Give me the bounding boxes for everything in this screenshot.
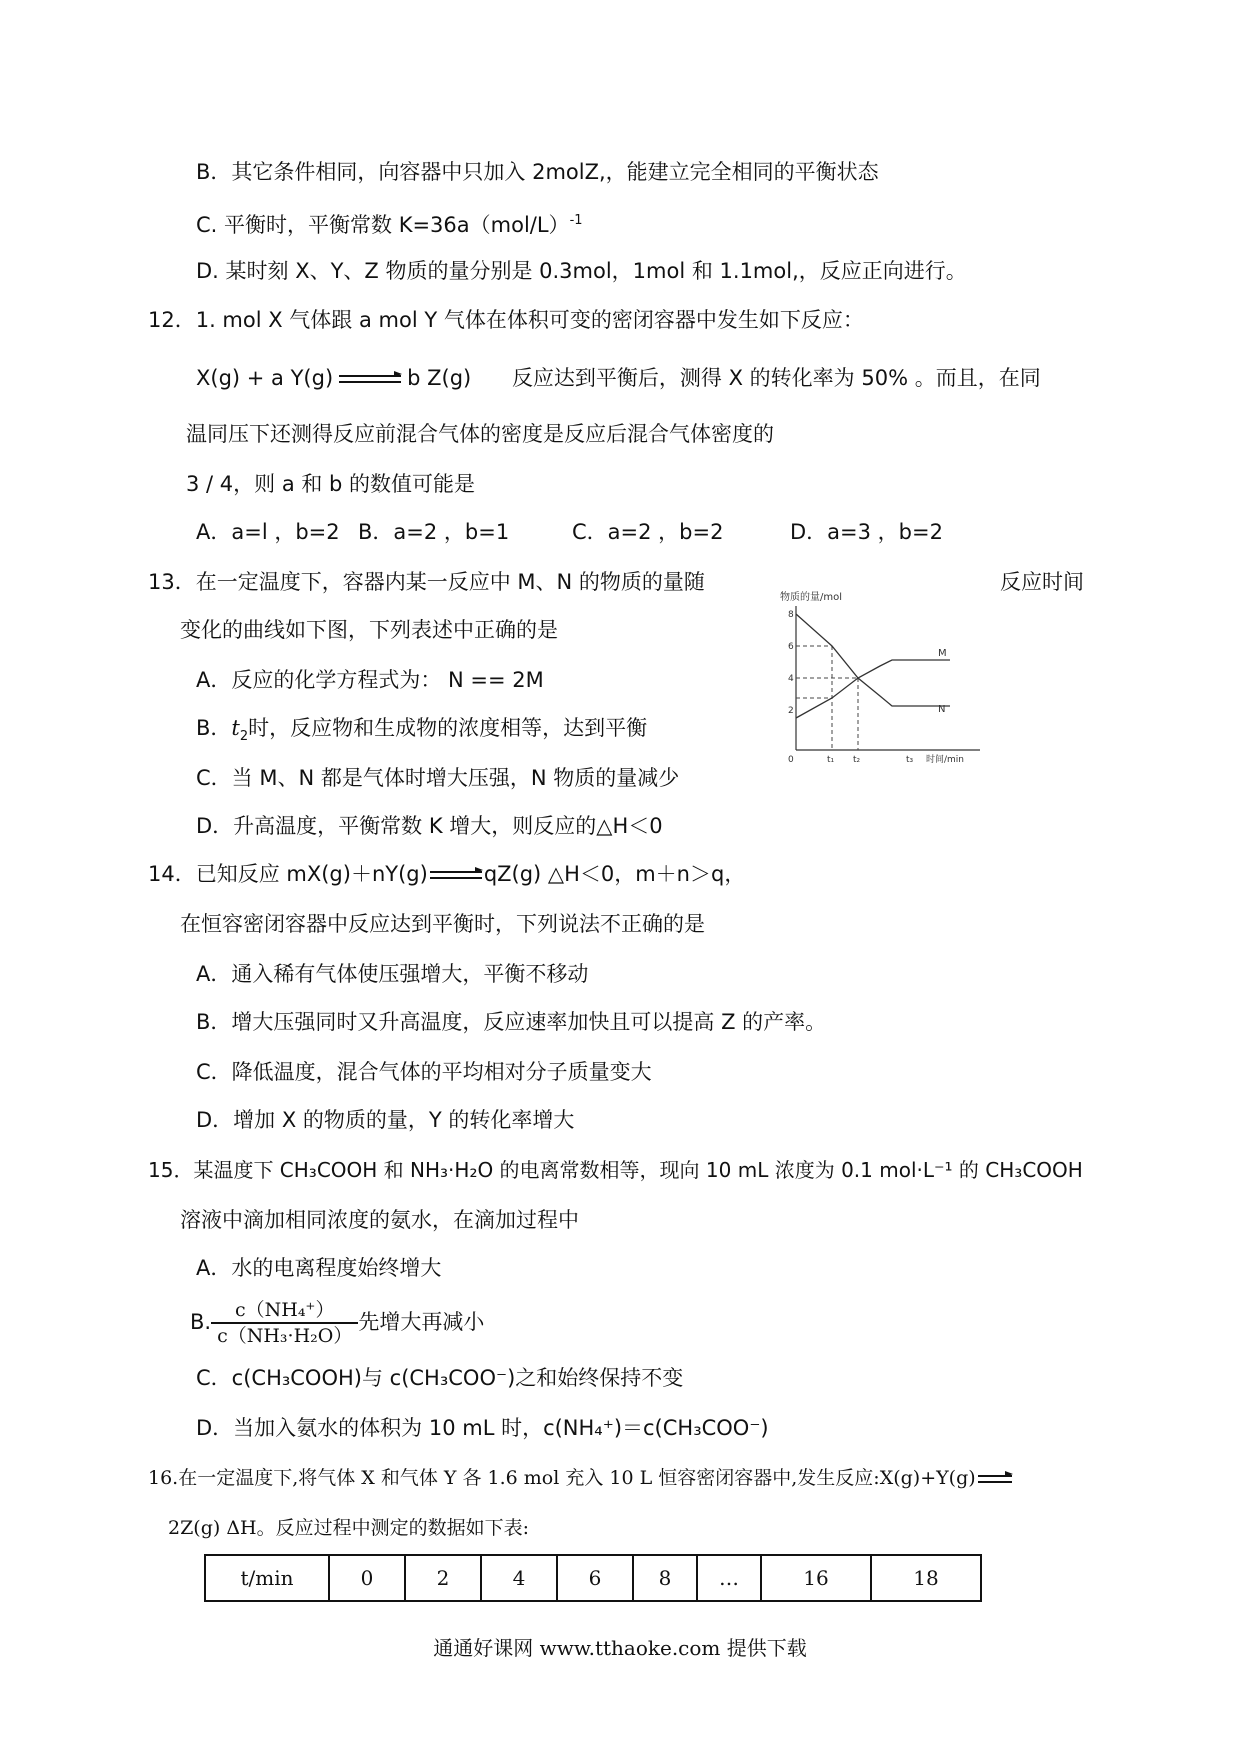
q15-option-b-fraction: [211, 1298, 358, 1348]
q14-line2: 在恒容密闭容器中反应达到平衡时，下列说法不正确的是: [180, 912, 705, 936]
graph-ytick-2: 2: [788, 706, 794, 716]
table-cell: 4: [481, 1555, 557, 1601]
q12-eq-left: X(g) + a Y(g): [196, 366, 334, 390]
q13-option-b-sub: 2: [239, 729, 249, 745]
q14-option-b: B．增大压强同时又升高温度，反应速率加快且可以提高 Z 的产率。: [196, 1010, 827, 1034]
q13-option-b-text: 时，反应物和生成物的浓度相等，达到平衡: [248, 716, 648, 740]
q14-option-c: C．降低温度，混合气体的平均相对分子质量变大: [196, 1060, 652, 1084]
q13-line2: 变化的曲线如下图，下列表述中正确的是: [180, 618, 558, 642]
q13-option-b: [196, 714, 647, 751]
q15-option-b: [190, 1298, 484, 1348]
q16-data-table: [204, 1554, 982, 1602]
table-header-cell: t/min: [205, 1555, 329, 1601]
q12-option-b: B．a=2 ，b=1: [358, 520, 510, 544]
graph-origin: 0: [788, 755, 794, 765]
graph-xtick-t3: t₃: [906, 755, 914, 765]
q15-option-a: A．水的电离程度始终增大: [196, 1256, 442, 1280]
q16-stem-text: 16.在一定温度下,将气体 X 和气体 Y 各 1.6 mol 充入 10 L 恒容密闭容器中,发生反应:X(g)+Y(g): [148, 1467, 976, 1489]
q13-graph: [780, 590, 1000, 780]
graph-xtick-t2: t₂: [853, 755, 861, 765]
table-cell: 2: [405, 1555, 481, 1601]
q14-stem-post: qZ(g) △H＜0，m＋n＞q，: [483, 862, 746, 886]
q14-stem-pre: 14．已知反应 mX(g)＋nY(g): [148, 862, 428, 886]
reversible-arrow-icon: [430, 868, 482, 882]
q13-option-b-prefix: B．: [196, 716, 232, 740]
q14-stem: [148, 860, 745, 888]
graph-xtick-t1: t₁: [827, 755, 835, 765]
q12-option-d: D．a=3 ，b=2: [790, 520, 943, 544]
q11-option-b: B．其它条件相同，向容器中只加入 2molZ,，能建立完全相同的平衡状态: [196, 160, 879, 184]
q14-option-d: D．增加 X 的物质的量，Y 的转化率增大: [196, 1108, 575, 1132]
q11-option-d: D. 某时刻 X、Y、Z 物质的量分别是 0.3mol，1mol 和 1.1mol,，反应正向进行。: [196, 259, 967, 283]
q13-option-b-t: t: [231, 716, 240, 740]
q12-line2: 温同压下还测得反应前混合气体的密度是反应后混合气体密度的: [186, 422, 774, 446]
graph-ylabel: 物质的量/mol: [780, 592, 843, 603]
table-cell: …: [697, 1555, 761, 1601]
q11-option-c-exponent: -1: [569, 213, 583, 228]
q15-option-d: D．当加入氨水的体积为 10 mL 时，c(NH₄⁺)＝c(CH₃COO⁻): [196, 1416, 769, 1440]
q13-option-c: C．当 M、N 都是气体时增大压强，N 物质的量减少: [196, 766, 680, 790]
q12-stem: 12．1. mol X 气体跟 a mol Y 气体在体积可变的密闭容器中发生如下反应：: [148, 308, 864, 332]
q13-option-d: D．升高温度，平衡常数 K 增大，则反应的△H＜0: [196, 814, 663, 838]
q11-option-c-text: C. 平衡时，平衡常数 K=36a（mol/L）: [196, 213, 570, 237]
graph-ytick-4: 4: [788, 674, 794, 684]
table-cell: 8: [633, 1555, 697, 1601]
table-row: [205, 1555, 981, 1601]
reversible-arrow-icon: [978, 1472, 1012, 1486]
graph-ytick-8: 8: [788, 610, 794, 620]
graph-label-m: M: [938, 648, 947, 659]
page-footer: 通通好课网 www.tthaoke.com 提供下载: [433, 1636, 807, 1660]
q12-line3: 3 / 4，则 a 和 b 的数值可能是: [186, 472, 476, 496]
reversible-arrow-icon: [339, 372, 401, 386]
q13-stem: 13．在一定温度下，容器内某一反应中 M、N 的物质的量随: [148, 570, 705, 594]
q15-option-c: C．c(CH₃COOH)与 c(CH₃COO⁻)之和始终保持不变: [196, 1366, 684, 1390]
q15-stem: 15．某温度下 CH₃COOH 和 NH₃·H₂O 的电离常数相等，现向 10 mL 浓度为 0.1 mol·L⁻¹ 的 CH₃COOH: [148, 1158, 1083, 1182]
graph-ytick-6: 6: [788, 642, 794, 652]
q12-eq-right: b Z(g): [407, 366, 472, 390]
q15-option-b-tail: 先增大再减小: [358, 1310, 485, 1334]
q15-option-b-label: B.: [190, 1310, 212, 1334]
q12-equation: [196, 364, 1041, 392]
q12-eq-tail: 反应达到平衡后，测得 X 的转化率为 50% 。而且，在同: [511, 366, 1041, 390]
q11-option-c: [196, 207, 583, 239]
table-cell: 16: [761, 1555, 871, 1601]
table-cell: 6: [557, 1555, 633, 1601]
q13-stem-right: 反应时间: [1000, 570, 1084, 594]
q16-line2: 2Z(g) ΔH。反应过程中测定的数据如下表:: [168, 1517, 530, 1539]
table-cell: 18: [871, 1555, 981, 1601]
q15-fraction-denominator: c（NH₃·H₂O）: [217, 1325, 353, 1347]
graph-curve-m: [796, 660, 950, 718]
q13-option-a: A．反应的化学方程式为： N == 2M: [196, 668, 544, 692]
q14-option-a: A．通入稀有气体使压强增大，平衡不移动: [196, 962, 589, 986]
q16-stem: [148, 1464, 1012, 1492]
table-cell: 0: [329, 1555, 405, 1601]
q12-option-c: C．a=2 ，b=2: [572, 520, 724, 544]
q12-option-a: A．a=l ，b=2: [196, 520, 340, 544]
q15-fraction-numerator: c（NH₄⁺）: [211, 1298, 358, 1324]
graph-xlabel: 时间/min: [926, 755, 965, 765]
graph-label-n: N: [938, 704, 946, 715]
q15-line2: 溶液中滴加相同浓度的氨水，在滴加过程中: [180, 1208, 579, 1232]
